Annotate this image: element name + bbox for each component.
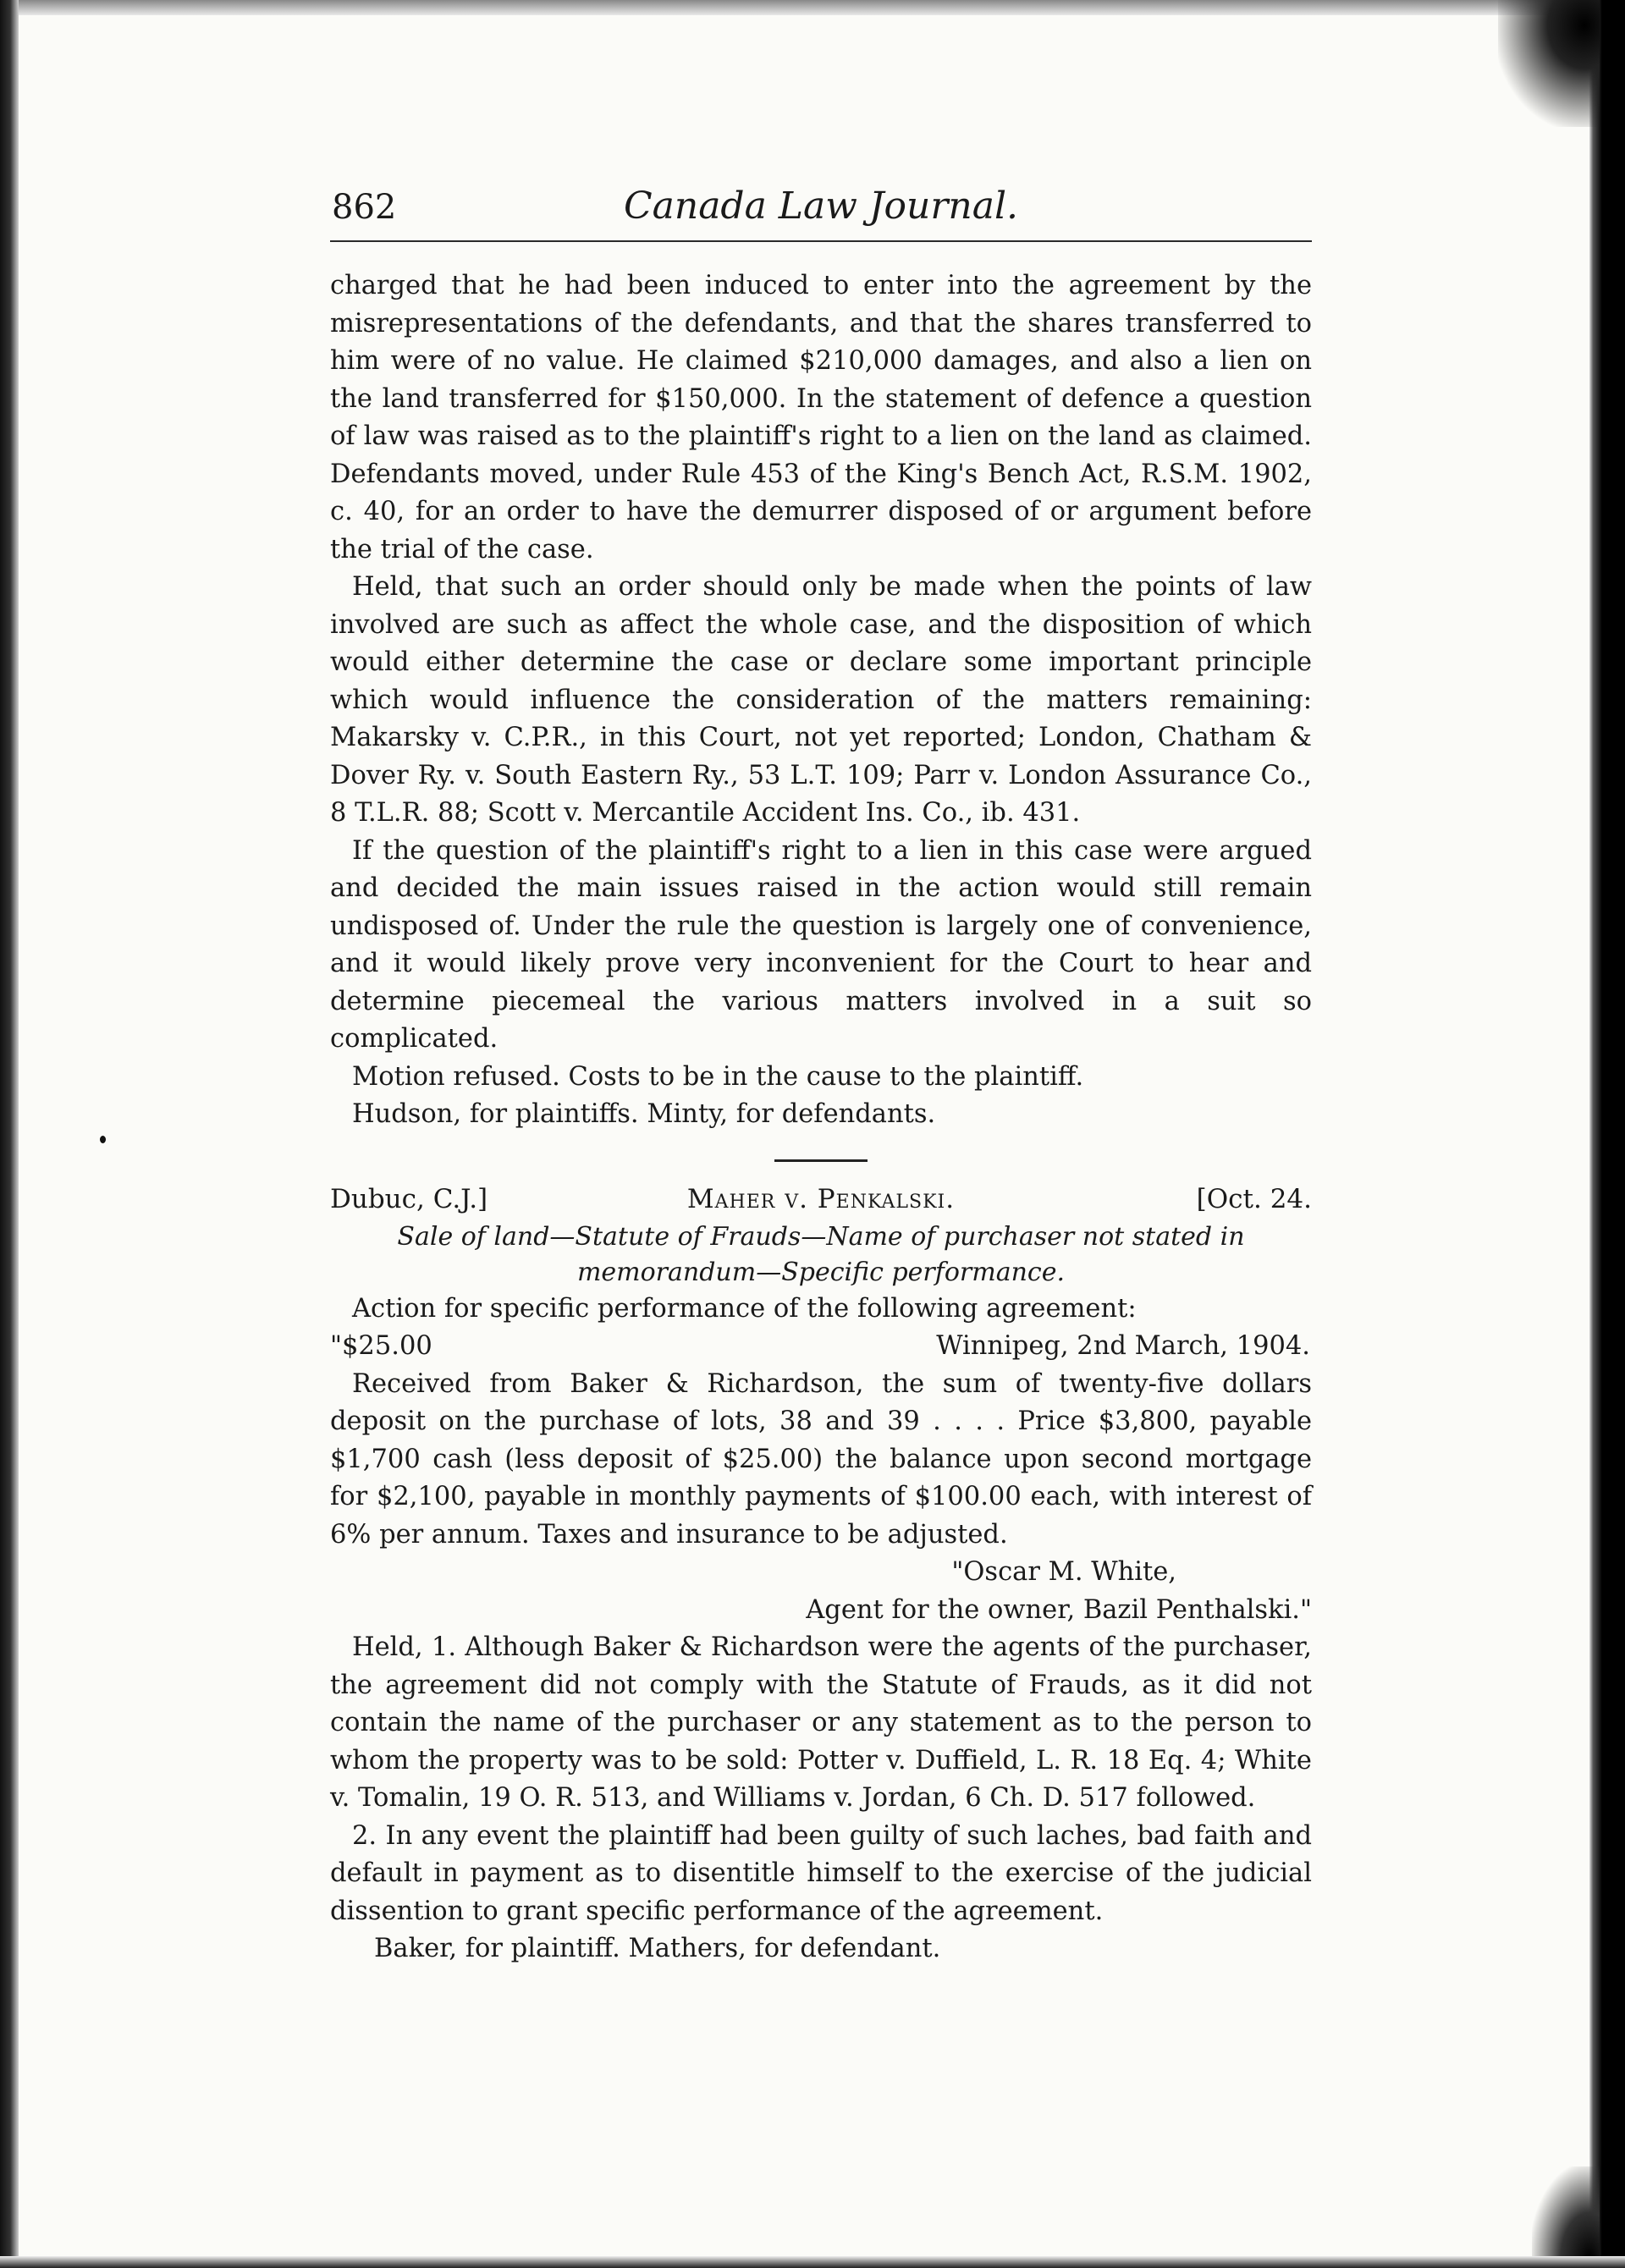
held-point-2: 2. In any event the plaintiff had been guilty of such laches, bad faith and default in payment as to disentitle himself to the exercise of the judicial dissention to grant specific performance of the agreement. [330, 1820, 1312, 1926]
running-head [330, 169, 1312, 237]
case-header [330, 1181, 1312, 1219]
paragraph-motion-refused: Motion refused. Costs to be in the cause to the plaintiff. [352, 1061, 1084, 1092]
paragraph-continuation: charged that he had been induced to enter into the agreement by the misrepresentations of the defendants, and that the shares transferred to him were of no value. He claimed $210,000 damages, and also a lien on the land transferred for $150,000. In the statement of defence a question of law was raised as to the plaintiff's right to a lien on the land as claimed. Defendants moved, under Rule 453 of the King's Bench Act, R.S.M. 1902, c. 40, for an order to have the demurrer disposed of or argument before the trial of the case. [330, 271, 1312, 564]
case-headnote: Sale of land—Statute of Frauds—Name of purchaser not stated in memorandum—Specific performance. [397, 1221, 1245, 1287]
scan-left-binding-edge [0, 0, 19, 2268]
scan-ink-speck [100, 1136, 106, 1143]
scan-smudge-top-right [1498, 0, 1600, 127]
scan-bottom-edge [0, 2256, 1625, 2268]
case-name: Maher v. Penkalski. [686, 1183, 956, 1214]
agreement-signature-title: Agent for the owner, Bazil Penthalski." [806, 1594, 1312, 1625]
case-intro: Action for specific performance of the following agreement: [352, 1293, 1137, 1324]
agreement-body: Received from Baker & Richardson, the sum of twenty-five dollars deposit on the purchase of lots, 38 and 39 . . . . Price $3,800, payable $1,700 cash (less deposit of $25.00) the balance upon second mortgage for $2,100, payable in monthly payments of $100.00 each, with interest of 6% per annum. Taxes and insurance to be adjusted. [330, 1368, 1312, 1550]
header-rule [330, 240, 1312, 242]
counsel-line-second-case: Baker, for plaintiff. Mathers, for defendant. [374, 1934, 941, 1963]
second-case [330, 1181, 1312, 1968]
counsel-line-first-case: Hudson, for plaintiffs. Minty, for defendants. [352, 1099, 936, 1129]
paragraph-lien-question: If the question of the plaintiff's right to a lien in this case were argued and decided the main issues raised in the action would still remain undisposed of. Under the rule the question is largely one of convenience, and it would likely prove very inconvenient for the Court to hear and determine piecemeal the various matters involved in a suit so complicated. [330, 835, 1312, 1054]
agreement-signature-name: "Oscar M. White, [951, 1557, 1176, 1587]
agreement-amount: "$25.00 [330, 1331, 432, 1361]
case-date: [Oct. 24. [1196, 1183, 1312, 1214]
agreement-first-line [330, 1328, 1312, 1366]
journal-title: Canada Law Journal. [623, 184, 1019, 228]
scan-smudge-bottom-right [1532, 2166, 1600, 2268]
case-judge: Dubuc, C.J.] [330, 1183, 488, 1214]
held-point-1: Held, 1. Although Baker & Richardson were the agents of the purchaser, the agreement did not comply with the Statute of Frauds, as it did not contain the name of the purchaser or any statement as to the person to whom the property was to be sold: Potter v. Duffield, L. R. 18 Eq. 4; White v. Tomalin, 19 O. R. 513, and Williams v. Jordan, 6 Ch. D. 517 followed. [330, 1632, 1312, 1813]
scan-right-binding-edge [1589, 0, 1625, 2268]
section-divider [774, 1159, 868, 1162]
scan-top-edge [0, 0, 1625, 15]
page-number: 862 [332, 188, 397, 227]
paragraph-held: Held, that such an order should only be made when the points of law involved are such as affect the whole case, and the disposition of which would either determine the case or declare some important principle which would influence the consideration of the matters remaining: Makarsky v. C.P.R., in this Court, not yet reported; London, Chatham & Dover Ry. v. South Eastern Ry., 53 L.T. 109; Parr v. London Assurance Co., 8 T.L.R. 88; Scott v. Mercantile Accident Ins. Co., ib. 431. [330, 572, 1312, 828]
first-case-body [330, 267, 1312, 1134]
agreement-place-date: Winnipeg, 2nd March, 1904. [936, 1331, 1310, 1361]
journal-page [330, 169, 1312, 1968]
